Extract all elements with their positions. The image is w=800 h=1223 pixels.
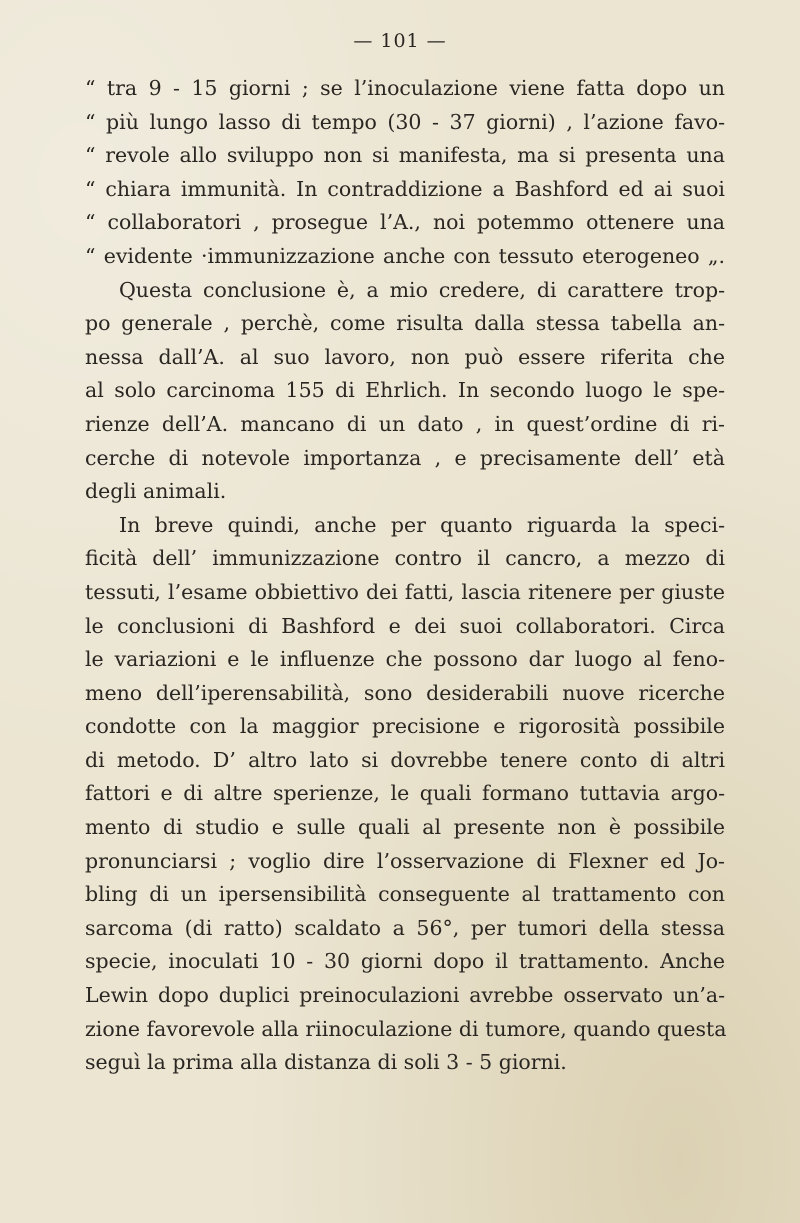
text-line: condotte con la maggior precisione e rigorosità possibile <box>85 714 725 739</box>
text-line: mento di studio e sulle quali al presente non è possibile <box>85 815 725 840</box>
text-line: “ chiara immunità. In contraddizione a Bashford ed ai suoi <box>85 176 725 201</box>
text-line: ficità dell’ immunizzazione contro il cancro, a mezzo di <box>85 546 725 571</box>
text-line: di metodo. D’ altro lato si dovrebbe tenere conto di altri <box>85 747 725 772</box>
text-line: zione favorevole alla riinoculazione di tumore, quando questa <box>85 1016 727 1041</box>
text-line: po generale , perchè, come risulta dalla stessa tabella an- <box>85 311 725 336</box>
text-line: rienze dell’A. mancano di un dato , in quest’ordine di ri- <box>85 411 725 436</box>
text-line: “ più lungo lasso di tempo (30 - 37 giorni) , l’azione favo- <box>85 109 725 134</box>
text-line: specie, inoculati 10 - 30 giorni dopo il trattamento. Anche <box>85 949 725 974</box>
text-line: Lewin dopo duplici preinoculazioni avrebbe osservato un’a- <box>85 983 725 1008</box>
text-line: “ evidente ·immunizzazione anche con tessuto eterogeneo „. <box>85 243 725 268</box>
text-line: al solo carcinoma 155 di Ehrlich. In secondo luogo le spe- <box>85 378 725 403</box>
text-line: fattori e di altre sperienze, le quali formano tuttavia argo- <box>85 781 725 806</box>
text-line: nessa dall’A. al suo lavoro, non può essere riferita che <box>85 344 725 369</box>
text-line: seguì la prima alla distanza di soli 3 - 5 giorni. <box>85 1050 567 1075</box>
text-line: cerche di notevole importanza , e precisamente dell’ età <box>85 445 725 470</box>
text-line: pronunciarsi ; voglio dire l’osservazione di Flexner ed Jo- <box>85 848 725 873</box>
text-line: le conclusioni di Bashford e dei suoi collaboratori. Circa <box>85 613 725 638</box>
text-line: In breve quindi, anche per quanto riguarda la speci- <box>119 512 725 537</box>
body-text <box>85 72 725 1080</box>
text-line: “ revole allo sviluppo non si manifesta, ma si presenta una <box>85 143 725 168</box>
text-line: tessuti, l’esame obbiettivo dei fatti, lascia ritenere per giuste <box>85 579 725 604</box>
text-line: degli animali. <box>85 479 227 504</box>
text-line: Questa conclusione è, a mio credere, di carattere trop- <box>119 277 725 302</box>
text-line: bling di un ipersensibilità conseguente al trattamento con <box>85 882 725 907</box>
text-line: le variazioni e le influenze che possono dar luogo al feno- <box>85 647 725 672</box>
paragraph-in-breve <box>85 509 725 1080</box>
text-line: meno dell’iperensabilità, sono desiderabili nuove ricerche <box>85 680 725 705</box>
paragraph-quote <box>85 72 725 274</box>
text-line: “ collaboratori , prosegue l’A., noi potemmo ottenere una <box>85 210 725 235</box>
text-line: sarcoma (di ratto) scaldato a 56°, per tumori della stessa <box>85 915 725 940</box>
paragraph-conclusione <box>85 274 725 509</box>
text-line: “ tra 9 - 15 giorni ; se l’inoculazione viene fatta dopo un <box>85 76 725 100</box>
page-number: — 101 — <box>353 30 447 52</box>
